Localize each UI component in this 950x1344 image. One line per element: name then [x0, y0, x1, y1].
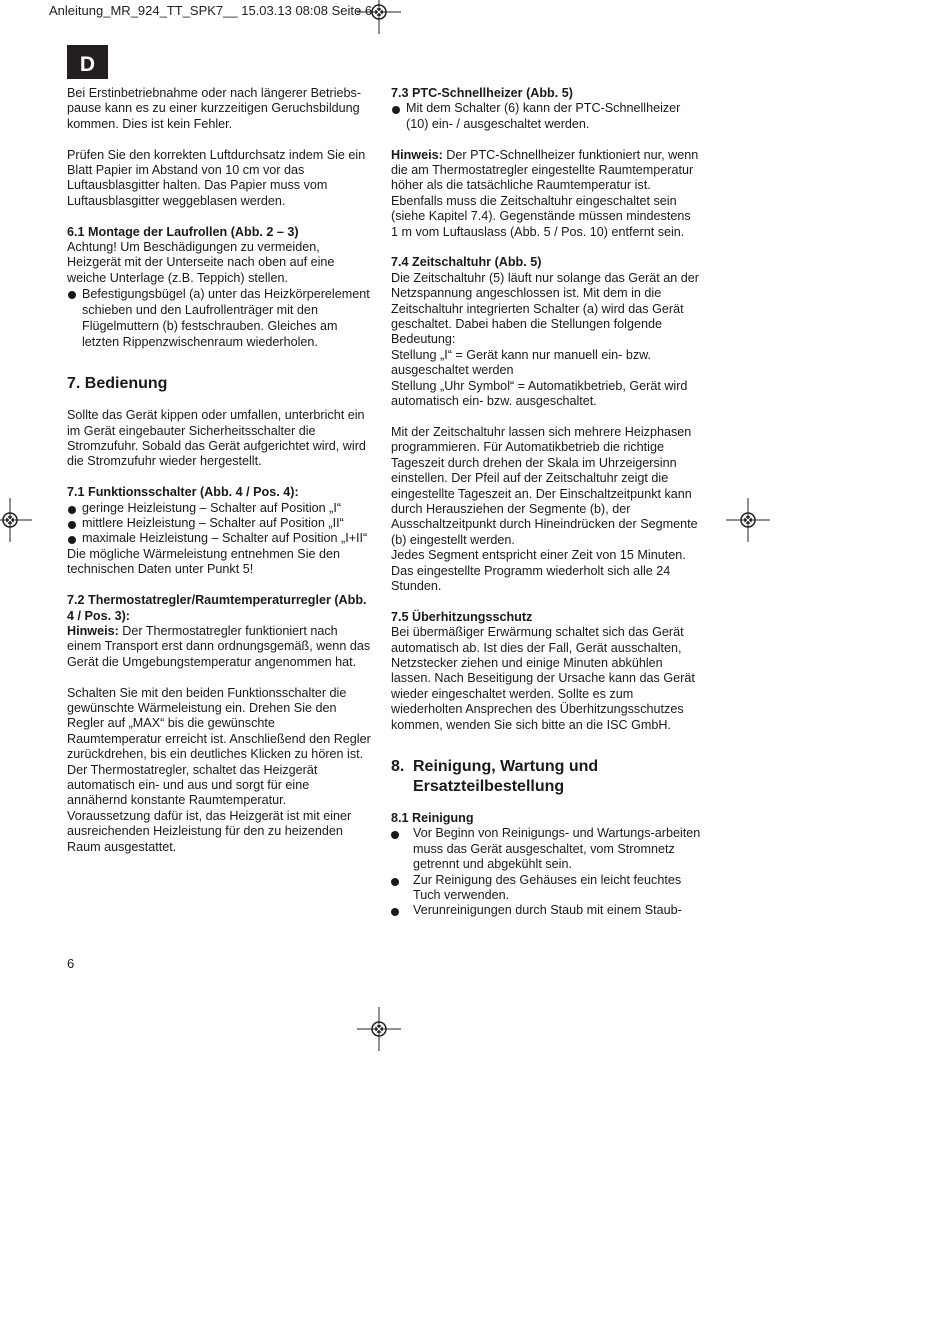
page-number: 6	[67, 956, 75, 971]
bullet-icon	[391, 831, 399, 839]
hint-label: Hinweis:	[67, 623, 119, 638]
section-7-5-text: Bei übermäßiger Erwärmung schaltet sich das Gerät automatisch ab. Ist dies der Fall, Gerät ausschalten, Netzstecker ziehen und einige Minuten abkühlen lassen. Nach Beseitigung der Ursache kann das Gerät wieder eingeschaltet werden. Sollte es zum wiederholten Ansprechen des Überhitzungsschutzes kommen, wenden Sie sich bitte an die ISC GmbH.	[391, 625, 695, 732]
language-badge: D	[67, 45, 108, 79]
section-7-title: 7. Bedienung	[67, 375, 168, 393]
section-7-2-hint-text: Der Thermostatregler funktioniert nach einem Transport erst dann ordnungsgemäß, wenn das Gerät die Umgebungstemperatur angenommen hat.	[67, 623, 371, 669]
section-8-1-bullet-1: Vor Beginn von Reinigungs- und Wartungs-arbeiten muss das Gerät ausgeschaltet, vom Stromnetz getrennt und abgekühlt sein.	[413, 826, 701, 872]
list-item	[391, 826, 701, 872]
section-7-4-text-5: Jedes Segment entspricht einer Zeit von 15 Minuten. Das eingestellte Programm wiederholt sich alle 24 Stunden.	[391, 548, 686, 593]
list-item	[391, 101, 701, 132]
bullet-icon	[391, 878, 399, 886]
registration-mark-left	[0, 498, 32, 542]
bullet-icon	[68, 506, 76, 514]
section-7-3-title: 7.3 PTC-Schnellheizer (Abb. 5)	[391, 86, 573, 100]
list-item	[67, 501, 371, 516]
list-item	[391, 873, 701, 904]
section-7-5-title: 7.5 Überhitzungsschutz	[391, 609, 533, 624]
section-7-4-text-4: Mit der Zeitschaltuhr lassen sich mehrere Heizphasen programmieren. Für Automatikbetrieb die richtige Tageszeit durch drehen der Skala im Uhrzeigersinn einstellen. Der Pfeil auf der Zeitschaltuhr zeigt die eingestellte Tageszeit an. Der Einschaltzeitpunkt kann durch Herausziehen der Segmente (b), der Ausschaltzeitpunkt durch Hineindrücken der Segmente (b) eingestellt werden.	[391, 424, 698, 547]
section-7-1-bullet-3: maximale Heizleistung – Schalter auf Position „I+II“	[82, 531, 368, 546]
list-item	[67, 516, 371, 531]
intro-paragraph-1: Bei Erstinbetriebnahme oder nach längerer Betriebs-pause kann es zu einer kurzzeitigen Geruchsbildung kommen. Dies ist kein Fehler.	[67, 86, 362, 131]
registration-mark-bottom	[357, 1007, 401, 1051]
section-7-2-text: Schalten Sie mit den beiden Funktionsschalter die gewünschte Wärmeleistung ein. Drehen Sie den Regler auf „MAX“ bis die gewünschte Raumtemperatur erreicht ist. Anschließend den Regler zurückdrehen, bis ein deutliches Klicken zu hören ist. Der Thermostatregler, schaltet das Heizgerät automatisch ein- und aus und sorgt für eine annähernd konstante Raumtemperatur. Voraussetzung dafür ist, das Heizgerät ist mit einer ausreichenden Heizleistung für den zu heizenden Raum ausgestattet.	[67, 685, 371, 854]
bullet-icon	[391, 908, 399, 916]
section-7-2-hint	[67, 624, 371, 670]
section-8-1-title: 8.1 Reinigung	[391, 811, 474, 825]
section-8-1-bullet-2: Zur Reinigung des Gehäuses ein leicht feuchtes Tuch verwenden.	[413, 872, 682, 903]
section-7-1-bullet-2: mittlere Heizleistung – Schalter auf Position „II“	[82, 516, 344, 531]
list-item	[67, 531, 371, 546]
left-column	[67, 86, 371, 870]
bullet-icon	[68, 291, 76, 299]
hint-label: Hinweis:	[391, 147, 443, 162]
section-7-4-text-2: Stellung „I“ = Gerät kann nur manuell ein- bzw. ausgeschaltet werden	[391, 347, 652, 378]
right-column	[391, 86, 701, 919]
section-6-1-bullet: Befestigungsbügel (a) unter das Heizkörperelement schieben und den Laufrollenträger mit den Flügelmuttern (b) festschrauben. Gleiches am letzten Rippenzwischenraum wiederholen.	[82, 287, 370, 350]
section-7-3-hint-text: Der PTC-Schnellheizer funktioniert nur, wenn die am Thermostatregler eingestellte Raumtemperatur höher als die tatsächliche Raumtemperatur ist. Ebenfalls muss die Zeitschaltuhr eingeschaltet sein (siehe Kapitel 7.4). Gegenstände müssen mindestens 1 m vom Luftauslass (Abb. 5 / Pos. 10) entfernt sein.	[391, 147, 699, 239]
section-7-2-title: 7.2 Thermostatregler/Raumtemperaturregler (Abb. 4 / Pos. 3):	[67, 593, 367, 623]
section-6-1-title: 6.1 Montage der Laufrollen (Abb. 2 – 3)	[67, 224, 299, 239]
section-7-4-text-1: Die Zeitschaltuhr (5) läuft nur solange das Gerät an der Netzspannung angeschlossen ist. Mit dem in die Zeitschaltuhr integrierten Schalter (a) wird das Gerät geschaltet. Dabei haben die Stellungen folgende Bedeutung:	[391, 270, 700, 347]
bullet-icon	[68, 521, 76, 529]
section-7-1-bullet-1: geringe Heizleistung – Schalter auf Position „I“	[82, 500, 342, 515]
section-7-4-title: 7.4 Zeitschaltuhr (Abb. 5)	[391, 255, 542, 270]
bullet-icon	[68, 536, 76, 544]
section-7-3-hint	[391, 148, 701, 240]
intro-paragraph-2: Prüfen Sie den korrekten Luftdurchsatz indem Sie ein Blatt Papier im Abstand von 10 cm vor das Luftausblasgitter halten. Das Papier muss vom Luftausblasgitter weggeblasen werden.	[67, 147, 366, 208]
registration-mark-right	[726, 498, 770, 542]
section-7-text: Sollte das Gerät kippen oder umfallen, unterbricht ein im Gerät eingebauter Sicherheitsschalter die Stromzufuhr. Sobald das Gerät aufgerichtet wird, wird die Stromzufuhr wieder hergestellt.	[67, 408, 366, 469]
section-8-title	[391, 757, 701, 797]
bullet-icon	[392, 106, 400, 114]
section-7-4-text-3: Stellung „Uhr Symbol“ = Automatikbetrieb, Gerät wird automatisch ein- bzw. ausgeschaltet.	[391, 378, 688, 409]
section-8-1-bullet-3: Verunreinigungen durch Staub mit einem Staub-	[413, 903, 682, 918]
section-7-1-title: 7.1 Funktionsschalter (Abb. 4 / Pos. 4):	[67, 485, 299, 500]
registration-mark-top	[357, 0, 401, 34]
section-7-1-text: Die mögliche Wärmeleistung entnehmen Sie den technischen Daten unter Punkt 5!	[67, 546, 341, 577]
section-8-title-text: Reinigung, Wartung und Ersatzteilbestellung	[413, 758, 599, 795]
section-7-3-bullet: Mit dem Schalter (6) kann der PTC-Schnellheizer (10) ein- / ausgeschaltet werden.	[406, 101, 681, 131]
print-header: Anleitung_MR_924_TT_SPK7__ 15.03.13 08:08 Seite 6	[49, 3, 373, 18]
list-item	[67, 286, 371, 350]
list-item	[391, 903, 701, 918]
section-6-1-text: Achtung! Um Beschädigungen zu vermeiden, Heizgerät mit der Unterseite nach oben auf eine weiche Unterlage (z.B. Teppich) stellen.	[67, 240, 335, 285]
section-8-number: 8.	[391, 758, 405, 775]
